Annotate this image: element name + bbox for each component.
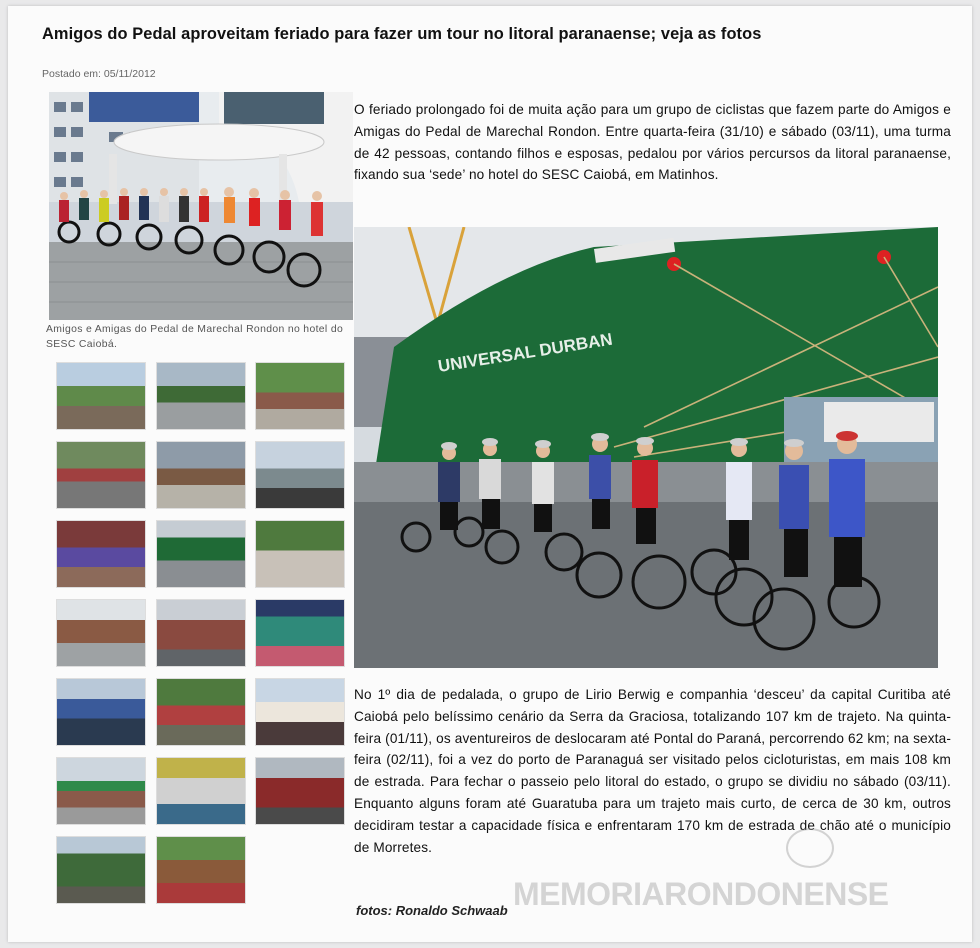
article-paragraph-2: No 1º dia de pedalada, o grupo de Lirio Berwig e companhia ‘desceu’ da capital Curitiba até Caiobá pelo belíssimo cenário da Serra da Graciosa, totalizando 107 km de trajeto. Na quinta-feira (01/11), os aventureiros de deslocaram até Pontal do Paraná, percorrendo 62 km; na sexta-feira (02/11), foi a vez do porto de Paranaguá ser visitado pelos cicloturistas, em mais 108 km de estrada. Para fechar o passeio pelo litoral do estado, o grupo se dividiu no sábado (03/11). Enquanto alguns foram até Guaratuba para um trajeto mais curto, de cerca de 30 km, outros decidiram testar a capacidade física e enfrentaram 170 km de estrada de chão até o município de Morretes. [354,687,951,855]
thumbnail-photo[interactable] [56,678,146,746]
posted-date: Postado em: 05/11/2012 [42,68,156,80]
thumbnail-photo[interactable] [156,520,246,588]
thumbnail-photo[interactable] [56,520,146,588]
thumbnail-photo[interactable] [56,599,146,667]
ship-name-label: UNIVERSAL DURBAN [436,329,614,376]
thumbnail-photo[interactable] [156,441,246,509]
article-paragraph-1: O feriado prolongado foi de muita ação para um grupo de ciclistas que fazem parte do Amigos e Amigas do Pedal de Marechal Rondon. Entre quarta-feira (31/10) e sábado (03/11), uma turma de 42 pessoas, contando filhos e esposas, pedalou por vários percursos da litoral paranaense, fixando sua ‘sede’ no hotel do SESC Caiobá, em Matinhos. [354,102,951,183]
thumbnail-photo[interactable] [255,757,345,825]
thumbnail-photo[interactable] [56,441,146,509]
article-headline: Amigos do Pedal aproveitam feriado para fazer um tour no litoral paranaense; veja as fotos [42,25,762,43]
thumbnail-photo[interactable] [156,836,246,904]
thumbnail-photo[interactable] [156,678,246,746]
thumbnail-photo[interactable] [255,599,345,667]
thumbnail-photo[interactable] [56,836,146,904]
thumbnail-photo[interactable] [255,520,345,588]
watermark: MEMORIARONDONENSE [513,876,889,912]
watermark-logo-icon [786,828,834,868]
hotel-group-photo [49,92,353,320]
thumbnail-photo[interactable] [156,757,246,825]
photo-caption: Amigos e Amigas do Pedal de Marechal Rondon no hotel do SESC Caiobá. [46,324,344,350]
thumbnail-photo[interactable] [56,757,146,825]
thumbnail-photo[interactable] [156,599,246,667]
newspaper-clipping [8,6,972,942]
thumbnail-photo[interactable] [56,362,146,430]
thumbnail-photo[interactable] [255,678,345,746]
thumbnail-photo[interactable] [255,362,345,430]
ship-group-photo [354,227,938,668]
thumbnail-photo[interactable] [255,441,345,509]
photo-credits: fotos: Ronaldo Schwaab [356,903,508,918]
thumbnail-photo[interactable] [156,362,246,430]
